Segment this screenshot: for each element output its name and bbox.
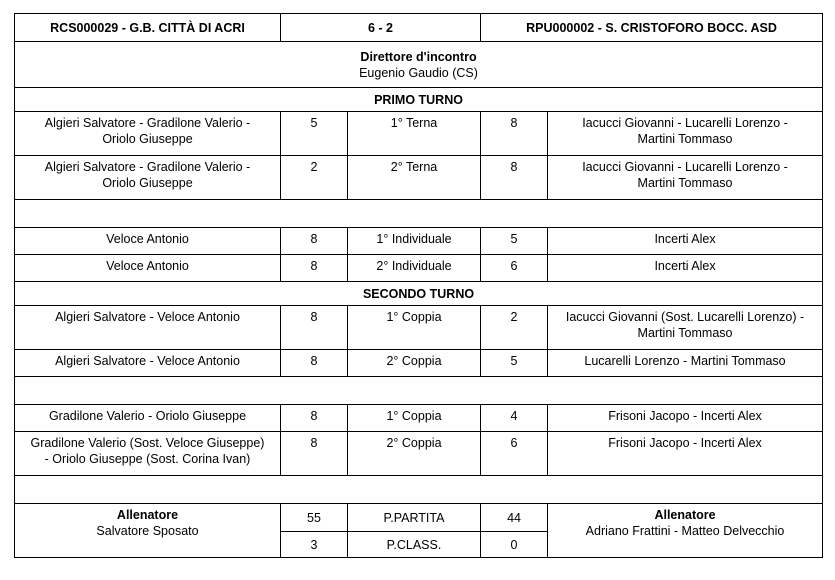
away-player-line: Frisoni Jacopo - Incerti Alex xyxy=(608,436,762,450)
home-player-line: Algieri Salvatore - Veloce Antonio xyxy=(55,310,240,324)
home-score: 8 xyxy=(281,228,348,255)
away-score: 8 xyxy=(481,156,548,200)
home-coach-name: Salvatore Sposato xyxy=(96,524,199,538)
home-player-line: - Oriolo Giuseppe (Sost. Corina Ivan) xyxy=(44,452,251,466)
turn-title: SECONDO TURNO xyxy=(15,282,823,306)
match-report-table xyxy=(14,13,823,558)
home-score: 8 xyxy=(281,306,348,350)
away-players xyxy=(548,112,823,156)
spacer-cell xyxy=(15,476,823,504)
match-row xyxy=(15,306,823,350)
spacer-cell xyxy=(15,200,823,228)
p-partita-label: P.PARTITA xyxy=(348,504,481,532)
match-label: 2° Individuale xyxy=(348,255,481,282)
home-score: 8 xyxy=(281,405,348,432)
away-score: 4 xyxy=(481,405,548,432)
home-players xyxy=(15,405,281,432)
p-class-home: 3 xyxy=(281,532,348,558)
home-score: 5 xyxy=(281,112,348,156)
match-label: 1° Individuale xyxy=(348,228,481,255)
p-partita-home: 55 xyxy=(281,504,348,532)
final-score: 6 - 2 xyxy=(281,14,481,42)
away-players xyxy=(548,432,823,476)
match-label: 1° Terna xyxy=(348,112,481,156)
home-players xyxy=(15,350,281,377)
turn-title-row xyxy=(15,88,823,112)
away-score: 8 xyxy=(481,112,548,156)
home-coach-cell xyxy=(15,504,281,558)
away-players xyxy=(548,156,823,200)
match-row xyxy=(15,228,823,255)
turn-title: PRIMO TURNO xyxy=(15,88,823,112)
away-player-line: Iacucci Giovanni - Lucarelli Lorenzo - xyxy=(582,116,788,130)
away-score: 6 xyxy=(481,432,548,476)
away-player-line: Martini Tommaso xyxy=(637,326,733,340)
home-player-line: Veloce Antonio xyxy=(106,259,189,273)
away-score: 5 xyxy=(481,350,548,377)
away-coach-name: Adriano Frattini - Matteo Delvecchio xyxy=(585,524,785,538)
home-score: 8 xyxy=(281,255,348,282)
home-score: 8 xyxy=(281,350,348,377)
director-title: Direttore d'incontro xyxy=(360,49,477,64)
turn-title-row xyxy=(15,282,823,306)
away-player-line: Martini Tommaso xyxy=(637,132,733,146)
match-label: 1° Coppia xyxy=(348,306,481,350)
p-partita-away: 44 xyxy=(481,504,548,532)
away-score: 2 xyxy=(481,306,548,350)
home-player-line: Algieri Salvatore - Gradilone Valerio - xyxy=(44,116,251,130)
away-player-line: Frisoni Jacopo - Incerti Alex xyxy=(608,409,762,423)
home-players xyxy=(15,255,281,282)
away-players xyxy=(548,350,823,377)
director-cell xyxy=(15,42,823,88)
match-label: 2° Terna xyxy=(348,156,481,200)
away-players xyxy=(548,306,823,350)
home-players xyxy=(15,228,281,255)
away-team-name: RPU000002 - S. CRISTOFORO BOCC. ASD xyxy=(481,14,823,42)
match-row xyxy=(15,112,823,156)
home-player-line: Veloce Antonio xyxy=(106,232,189,246)
match-row xyxy=(15,255,823,282)
away-players xyxy=(548,405,823,432)
match-label: 1° Coppia xyxy=(348,405,481,432)
home-player-line: Gradilone Valerio - Oriolo Giuseppe xyxy=(48,409,247,423)
away-player-line: Incerti Alex xyxy=(654,259,716,273)
away-player-line: Iacucci Giovanni - Lucarelli Lorenzo - xyxy=(582,160,788,174)
home-score: 8 xyxy=(281,432,348,476)
match-row xyxy=(15,405,823,432)
spacer-cell xyxy=(15,377,823,405)
away-coach-cell xyxy=(548,504,823,558)
home-player-line: Gradilone Valerio (Sost. Veloce Giuseppe) xyxy=(30,436,265,450)
away-player-line: Iacucci Giovanni (Sost. Lucarelli Lorenzo) - xyxy=(565,310,805,324)
away-score: 5 xyxy=(481,228,548,255)
match-row xyxy=(15,156,823,200)
p-class-label: P.CLASS. xyxy=(348,532,481,558)
footer-row xyxy=(15,504,823,532)
home-player-line: Algieri Salvatore - Gradilone Valerio - xyxy=(44,160,251,174)
away-player-line: Lucarelli Lorenzo - Martini Tommaso xyxy=(584,354,786,368)
director-row xyxy=(15,42,823,88)
home-player-line: Algieri Salvatore - Veloce Antonio xyxy=(55,354,240,368)
match-label: 2° Coppia xyxy=(348,350,481,377)
away-player-line: Martini Tommaso xyxy=(637,176,733,190)
home-coach-title: Allenatore xyxy=(116,508,179,522)
home-players xyxy=(15,432,281,476)
away-coach-title: Allenatore xyxy=(654,508,716,522)
header-row xyxy=(15,14,823,42)
home-players xyxy=(15,112,281,156)
p-class-away: 0 xyxy=(481,532,548,558)
home-score: 2 xyxy=(281,156,348,200)
home-player-line: Oriolo Giuseppe xyxy=(102,132,193,146)
home-player-line: Oriolo Giuseppe xyxy=(102,176,193,190)
home-team-name: RCS000029 - G.B. CITTÀ DI ACRI xyxy=(15,14,281,42)
director-name: Eugenio Gaudio (CS) xyxy=(359,65,478,80)
match-row xyxy=(15,432,823,476)
away-player-line: Incerti Alex xyxy=(654,232,716,246)
away-players xyxy=(548,255,823,282)
away-players xyxy=(548,228,823,255)
spacer-row xyxy=(15,377,823,405)
match-row xyxy=(15,350,823,377)
home-players xyxy=(15,306,281,350)
home-players xyxy=(15,156,281,200)
spacer-row xyxy=(15,476,823,504)
spacer-row xyxy=(15,200,823,228)
away-score: 6 xyxy=(481,255,548,282)
match-label: 2° Coppia xyxy=(348,432,481,476)
